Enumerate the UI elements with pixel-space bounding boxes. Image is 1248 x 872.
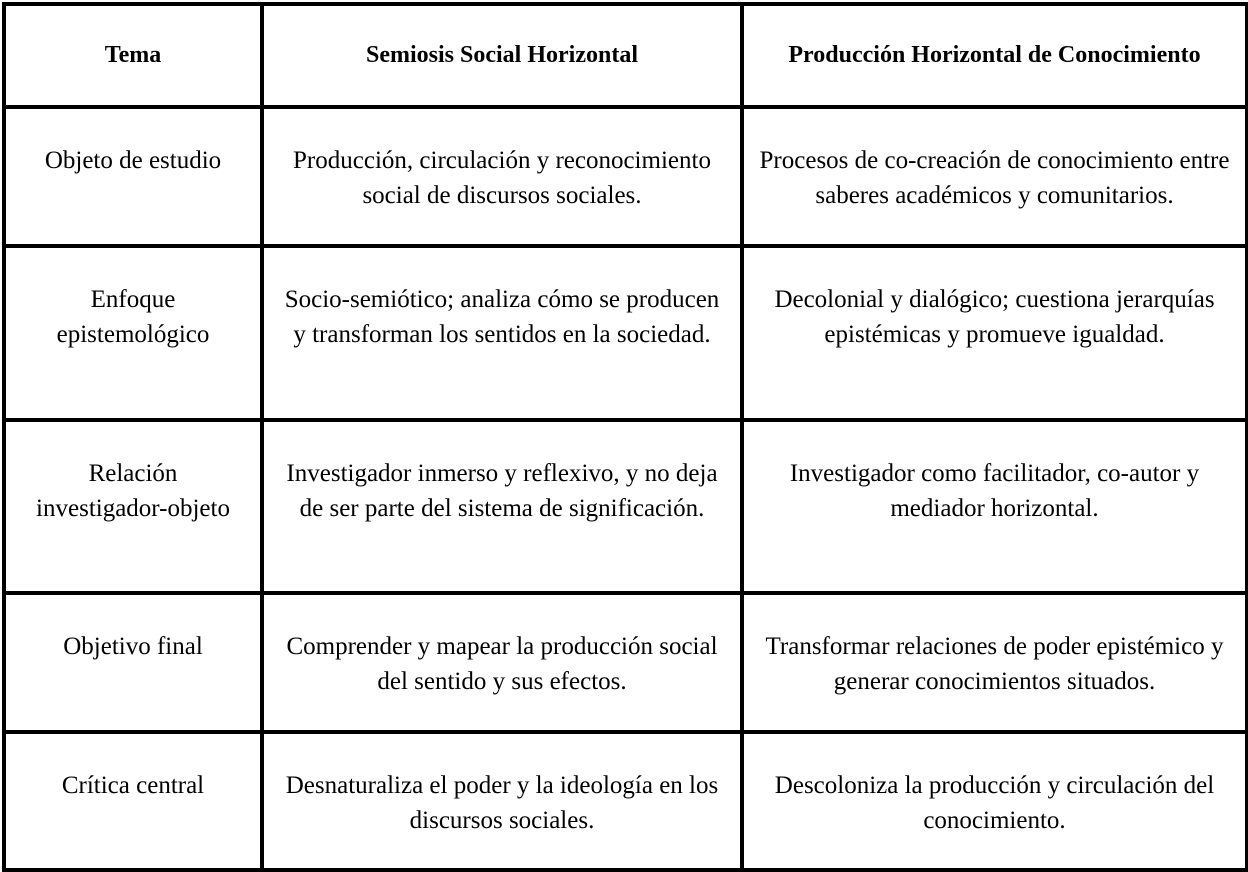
table-row — [4, 246, 1247, 420]
produccion-cell: Investigador como facilitador, co-autor y mediador horizontal. — [742, 420, 1247, 593]
header-tema: Tema — [4, 4, 262, 107]
header-produccion-horizontal-conocimiento: Producción Horizontal de Conocimiento — [742, 4, 1247, 107]
row-topic-cell: Relación investigador-objeto — [4, 420, 262, 593]
table-row — [4, 107, 1247, 246]
table-row — [4, 732, 1247, 870]
row-topic-cell: Crítica central — [4, 732, 262, 870]
header-semiosis-social-horizontal: Semiosis Social Horizontal — [262, 4, 742, 107]
table-row — [4, 420, 1247, 593]
semiosis-cell: Producción, circulación y reconocimiento social de discursos sociales. — [262, 107, 742, 246]
row-topic-cell: Objeto de estudio — [4, 107, 262, 246]
produccion-cell: Transformar relaciones de poder epistémico y generar conocimientos situados. — [742, 593, 1247, 732]
semiosis-cell: Investigador inmerso y reflexivo, y no deja de ser parte del sistema de significación. — [262, 420, 742, 593]
table-header-row — [4, 4, 1247, 107]
produccion-cell: Descoloniza la producción y circulación del conocimiento. — [742, 732, 1247, 870]
produccion-cell: Decolonial y dialógico; cuestiona jerarquías epistémicas y promueve igualdad. — [742, 246, 1247, 420]
semiosis-cell: Desnaturaliza el poder y la ideología en los discursos sociales. — [262, 732, 742, 870]
produccion-cell: Procesos de co-creación de conocimiento entre saberes académicos y comunitarios. — [742, 107, 1247, 246]
table-row — [4, 593, 1247, 732]
semiosis-cell: Comprender y mapear la producción social del sentido y sus efectos. — [262, 593, 742, 732]
row-topic-cell: Enfoque epistemológico — [4, 246, 262, 420]
row-topic-cell: Objetivo final — [4, 593, 262, 732]
semiosis-cell: Socio-semiótico; analiza cómo se producen y transforman los sentidos en la sociedad. — [262, 246, 742, 420]
comparison-table — [2, 2, 1248, 872]
